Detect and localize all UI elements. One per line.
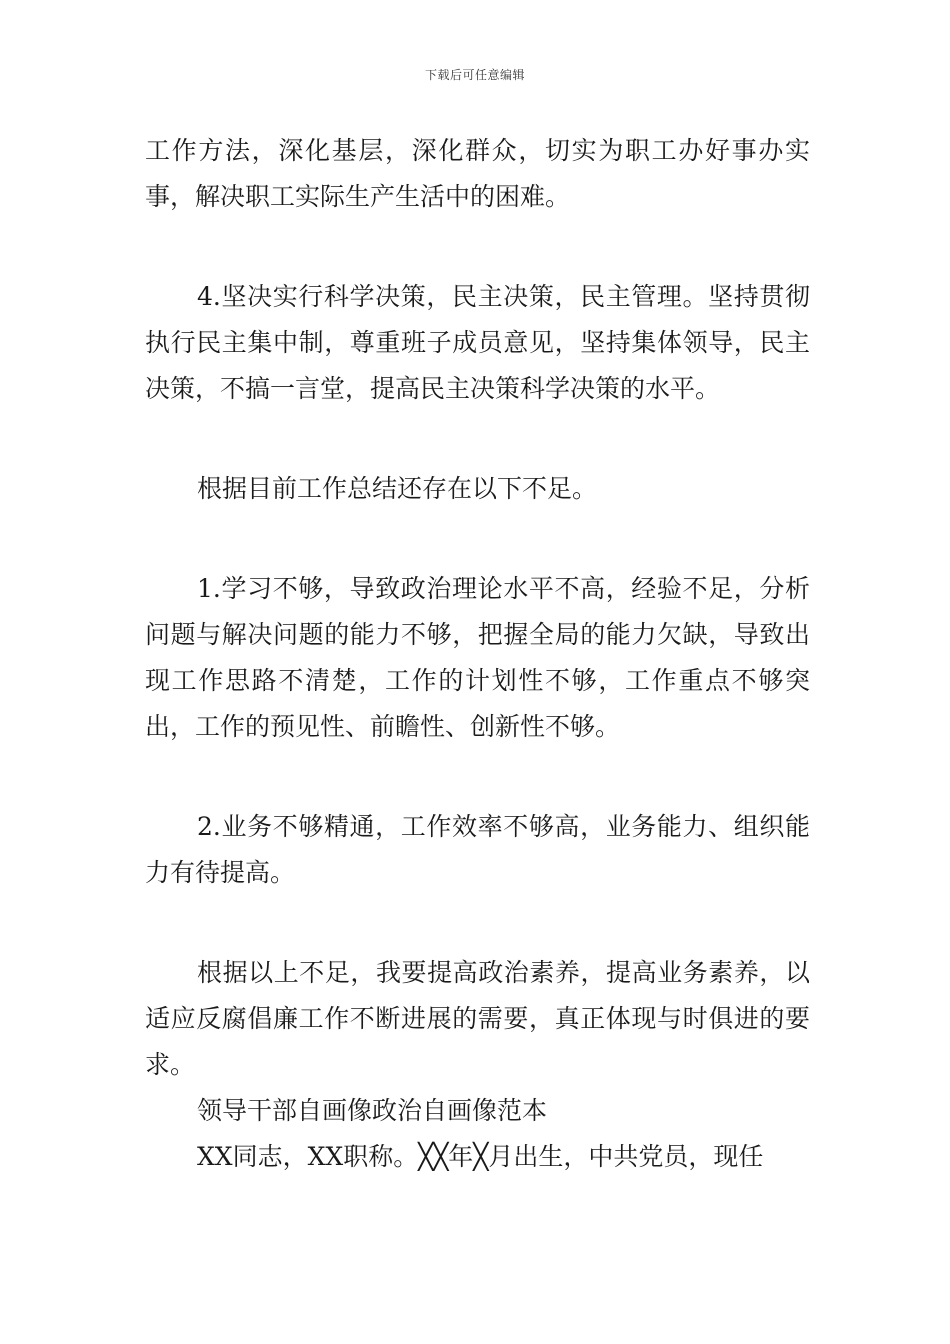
document-body [145, 128, 810, 1180]
paragraph-2: 4.坚决实行科学决策，民主决策，民主管理。坚持贯彻执行民主集中制，尊重班子成员意见，坚持集体领导，民主决策，不搞一言堂，提高民主决策科学决策的水平。 [145, 282, 810, 403]
paragraph-7: XX同志，XX职称。╳╳年╳月出生，中共党员，现任 [197, 1142, 764, 1171]
paragraph-1: 工作方法，深化基层，深化群众，切实为职工办好事办实事，解决职工实际生产生活中的困难。 [145, 136, 810, 211]
paragraph-3: 根据目前工作总结还存在以下不足。 [197, 474, 598, 503]
paragraph-6: 根据以上不足，我要提高政治素养，提高业务素养，以适应反腐倡廉工作不断进展的需要，真正体现与时俱进的要求。 [145, 958, 810, 1079]
header-note: 下载后可任意编辑 [424, 68, 525, 82]
paragraph-5: 2.业务不够精通，工作效率不够高，业务能力、组织能力有待提高。 [145, 812, 810, 887]
section-title: 领导干部自画像政治自画像范本 [197, 1096, 548, 1125]
paragraph-4: 1.学习不够，导致政治理论水平不高，经验不足，分析问题与解决问题的能力不够，把握全局的能力欠缺，导致出现工作思路不清楚，工作的计划性不够，工作重点不够突出，工作的预见性、前瞻性、创新性不够。 [145, 574, 810, 741]
